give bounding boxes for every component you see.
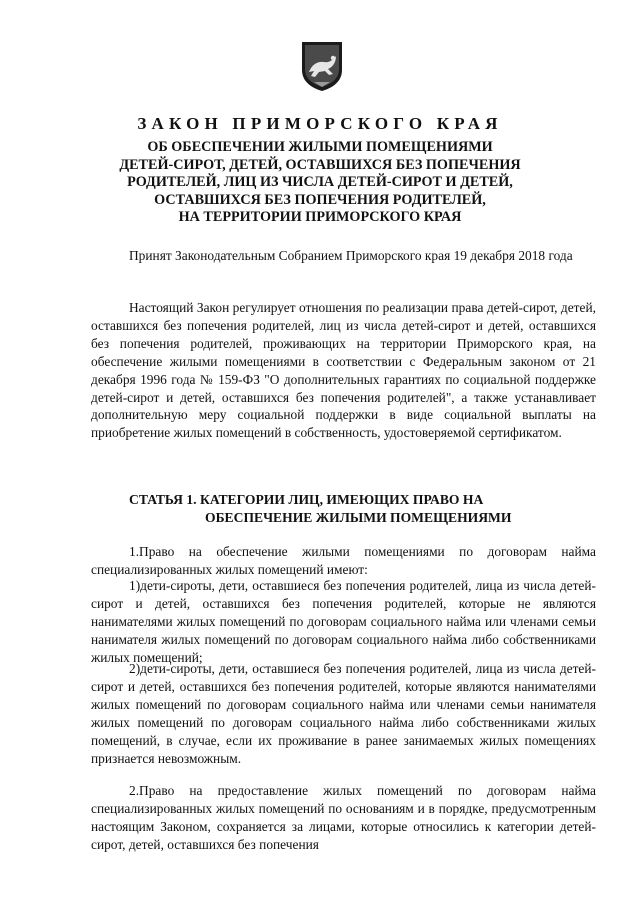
law-title: ЗАКОН ПРИМОРСКОГО КРАЯ	[137, 114, 503, 133]
law-subject	[80, 139, 560, 227]
preamble-paragraph: Настоящий Закон регулирует отношения по реализации права детей-сирот, детей, оставшихся без попечения родителей, лиц из числа детей-сирот и детей, оставшихся без попечения родителей, проживающих на территории Приморского края, на обеспечение жилыми помещениями в соответствии с Федеральным законом от 21 декабря 1996 года № 159-ФЗ "О дополнительных гарантиях по социальной поддержке детей-сирот и детей, оставшихся без попечения родителей", а также устанавливает дополнительную меру социальной поддержки в виде социальной выплаты на приобретение жилых помещений в собственность, удостоверяемой сертификатом.	[91, 300, 596, 441]
adoption-statement: Принят Законодательным Собранием Приморского края 19 декабря 2018 года	[129, 248, 573, 263]
law-subject-line: РОДИТЕЛЕЙ, ЛИЦ ИЗ ЧИСЛА ДЕТЕЙ-СИРОТ И ДЕТЕЙ,	[127, 174, 513, 191]
article-paragraph: 2)дети-сироты, дети, оставшиеся без попечения родителей, лица из числа детей-сирот и детей, оставшихся без попечения родителей, которые являются нанимателями жилых помещений по договорам социального найма или членами семьи нанимателя жилых помещений по договорам социального найма либо собственниками жилых помещений, в случае, если их проживание в ранее занимаемых жилых помещениях признается невозможным.	[91, 661, 596, 766]
primorye-coat-of-arms-icon	[300, 40, 344, 92]
article-paragraph: 2.Право на предоставление жилых помещений по договорам найма специализированных жилых помещений по основаниям и в порядке, предусмотренным настоящим Законом, сохраняется за лицами, которые относились к категории детей-сирот, детей, оставшихся без попечения	[91, 783, 596, 852]
article-paragraph: 1.Право на обеспечение жилыми помещениями по договорам найма специализированных жилых помещений имеют:	[91, 544, 596, 577]
law-subject-line: ОСТАВШИХСЯ БЕЗ ПОПЕЧЕНИЯ РОДИТЕЛЕЙ,	[154, 191, 486, 208]
law-subject-line: НА ТЕРРИТОРИИ ПРИМОРСКОГО КРАЯ	[178, 209, 462, 226]
article-1-title	[91, 491, 596, 527]
article-title-line: СТАТЬЯ 1. КАТЕГОРИИ ЛИЦ, ИМЕЮЩИХ ПРАВО НА	[129, 492, 484, 507]
article-title-line: ОБЕСПЕЧЕНИЕ ЖИЛЫМИ ПОМЕЩЕНИЯМИ	[205, 509, 512, 525]
law-subject-line: ОБ ОБЕСПЕЧЕНИИ ЖИЛЫМИ ПОМЕЩЕНИЯМИ	[147, 139, 493, 155]
law-subject-line: ДЕТЕЙ-СИРОТ, ДЕТЕЙ, ОСТАВШИХСЯ БЕЗ ПОПЕЧЕНИЯ	[119, 156, 521, 173]
article-paragraph: 1)дети-сироты, дети, оставшиеся без попечения родителей, лица из числа детей-сирот и детей, оставшихся без попечения родителей, которые не являются нанимателями жилых помещений по договорам социального найма или членами семьи нанимателя жилых помещений по договорам социального найма либо собственниками жилых помещений;	[91, 578, 596, 665]
